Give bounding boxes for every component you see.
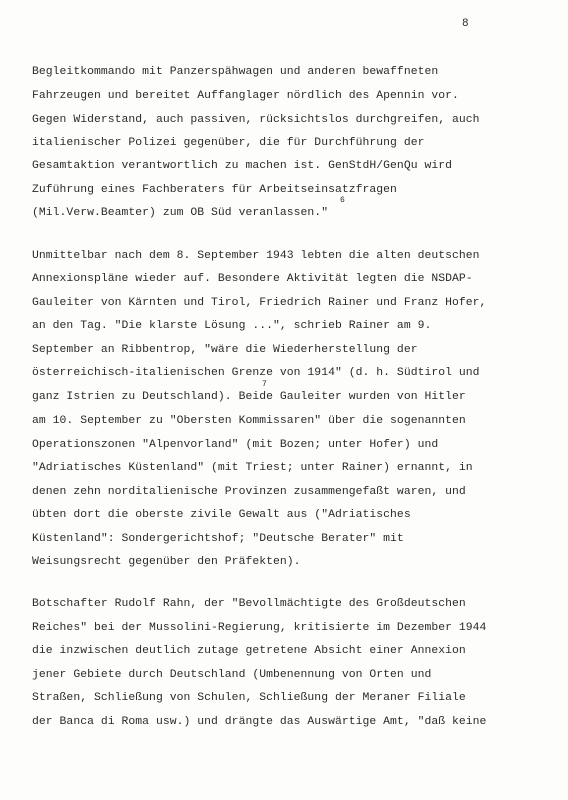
text-line: ganz Istrien zu Deutschland). Beide Gauleiter wurden von Hitler (32, 391, 466, 403)
text-line: September an Ribbentrop, "wäre die Wiederherstellung der (32, 344, 418, 356)
text-line: Weisungsrecht gegenüber den Präfekten). (32, 556, 301, 568)
text-line: Fahrzeugen und bereitet Auffanglager nördlich des Apennin vor. (32, 90, 459, 102)
text-line: am 10. September zu "Obersten Kommissaren" über die sogenannten (32, 415, 466, 427)
text-line: die inzwischen deutlich zutage getretene Absicht einer Annexion (32, 645, 466, 657)
text-line: Annexionspläne wieder auf. Besondere Aktivität legten die NSDAP- (32, 273, 473, 285)
text-line: Gauleiter von Kärnten und Tirol, Friedrich Rainer und Franz Hofer, (32, 297, 487, 309)
text-line: übten dort die oberste zivile Gewalt aus ("Adriatisches (32, 509, 411, 521)
page-number: 8 (462, 18, 470, 30)
text-line: Reiches" bei der Mussolini-Regierung, kritisierte im Dezember 1944 (32, 622, 487, 634)
text-line: Unmittelbar nach dem 8. September 1943 lebten die alten deutschen (32, 250, 480, 262)
text-line: Operationszonen "Alpenvorland" (mit Bozen; unter Hofer) und (32, 439, 439, 451)
text-line: Zuführung eines Fachberaters für Arbeitseinsatzfragen (32, 184, 397, 196)
text-line: Gesamtaktion verantwortlich zu machen ist. GenStdH/GenQu wird (32, 160, 453, 172)
text-line: denen zehn norditalienische Provinzen zusammengefaßt waren, und (32, 486, 466, 498)
text-line: (Mil.Verw.Beamter) zum OB Süd veranlassen." (32, 207, 329, 219)
text-line: der Banca di Roma usw.) und drängte das Auswärtige Amt, "daß keine (32, 716, 487, 728)
text-line: Straßen, Schließung von Schulen, Schließung der Meraner Filiale (32, 692, 466, 704)
text-line: "Adriatisches Küstenland" (mit Triest; unter Rainer) ernannt, in (32, 462, 473, 474)
text-line: italienischer Polizei gegenüber, die für Durchführung der (32, 137, 425, 149)
text-line: Gegen Widerstand, auch passiven, rücksichtslos durchgreifen, auch (32, 114, 480, 126)
text-line: jener Gebiete durch Deutschland (Umbenennung von Orten und (32, 669, 432, 681)
footnote-mark: 6 (340, 196, 345, 205)
text-line: an den Tag. "Die klarste Lösung ...", schrieb Rainer am 9. (32, 320, 432, 332)
text-line: Begleitkommando mit Panzerspähwagen und anderen bewaffneten (32, 66, 439, 78)
text-line: Botschafter Rudolf Rahn, der "Bevollmächtigte des Großdeutschen (32, 598, 466, 610)
footnote-mark: 7 (262, 380, 267, 389)
text-line: Küstenland": Sondergerichtshof; "Deutsche Berater" mit (32, 533, 404, 545)
text-line: österreichisch-italienischen Grenze von 1914" (d. h. Südtirol und (32, 367, 480, 379)
